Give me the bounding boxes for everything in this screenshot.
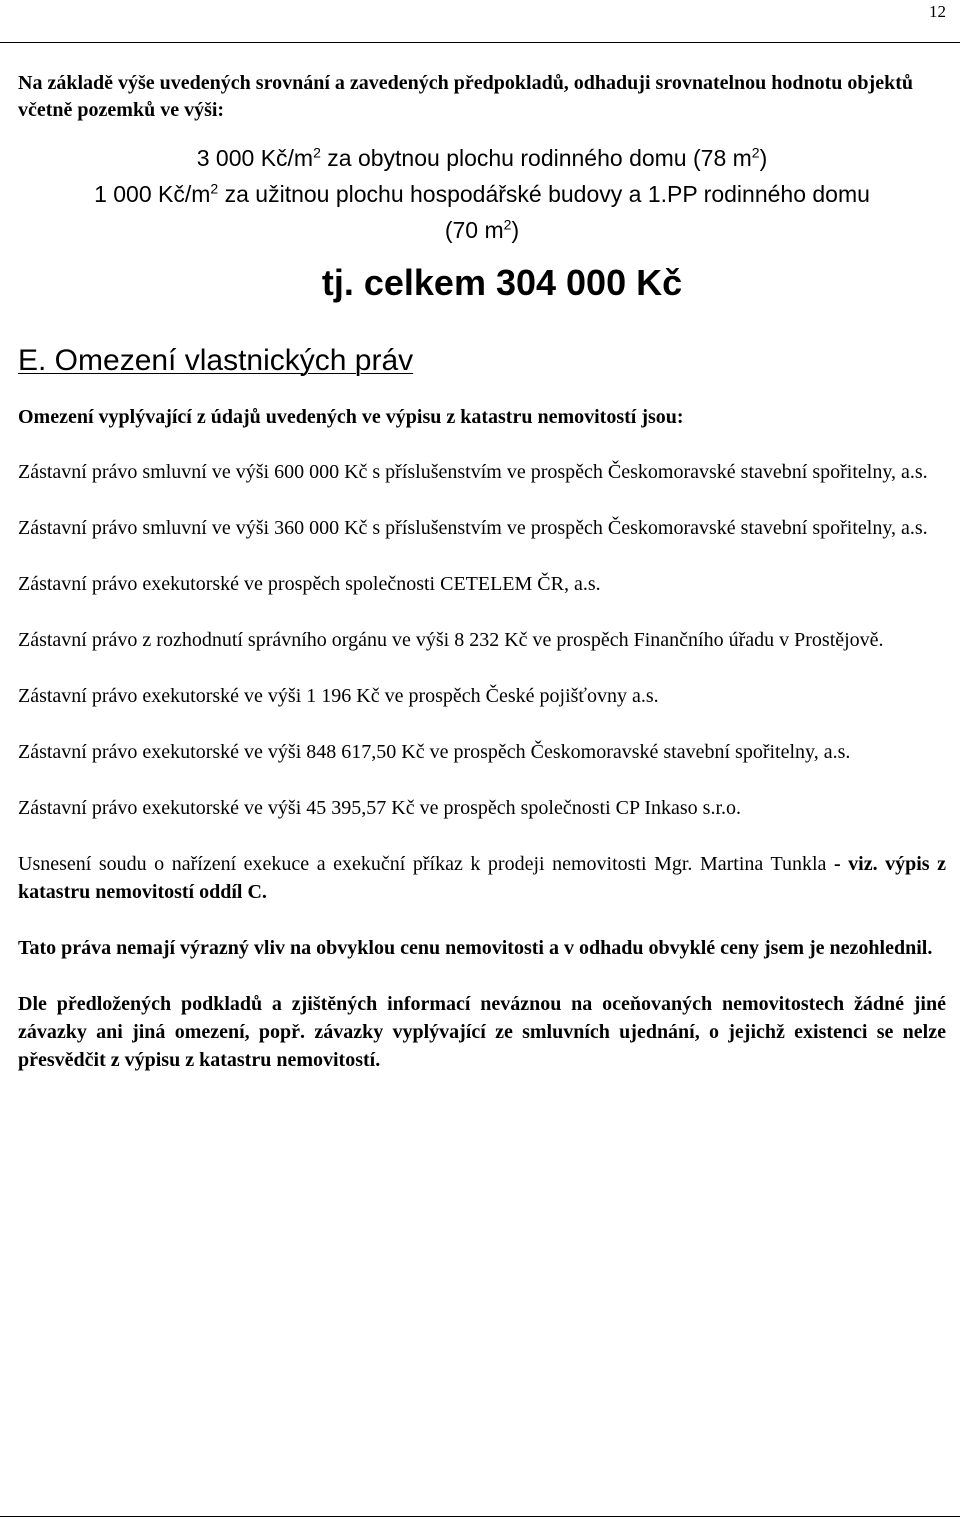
note-paragraph: Tato práva nemají výrazný vliv na obvyklou cenu nemovitosti a v odhadu obvyklé ceny jsem je nezohlednil. — [18, 937, 933, 959]
section-subheading: Omezení vyplývající z údajů uvedených ve výpisu z katastru nemovitostí jsou: — [18, 406, 684, 428]
value-line-utility-area-size: (70 $m^2$) — [444, 216, 520, 243]
value-line-utility-area: 1 000 $Kč/m^2$ za užitnou plochu hospodářské budovy a 1.PP rodinného domu — [94, 180, 870, 207]
restriction-item: Zástavní právo z rozhodnutí správního orgánu ve výši 8 232 Kč ve prospěch Finančního úřadu v Prostějově. — [18, 629, 884, 651]
restriction-item: Zástavní právo exekutorské ve výši 1 196 Kč ve prospěch České pojišťovny a.s. — [18, 685, 659, 707]
restriction-item: Zástavní právo smluvní ve výši 600 000 Kč s příslušenstvím ve prospěch Českomoravské stavební spořitelny, a.s. — [18, 461, 928, 483]
footer-rule — [0, 1516, 960, 1517]
page-number: 12 — [929, 2, 946, 21]
restriction-list — [18, 458, 946, 906]
value-line-living-area: 3 000 $Kč/m^2$ za obytnou plochu rodinného domu (78 $m^2$) — [196, 144, 768, 171]
note-paragraph: Dle předložených podkladů a zjištěných informací neváznou na oceňovaných nemovitostech žádné jiné závazky ani jiná omezení, popř. závazky vyplývající ze smluvních ujednání, o jejichž existenci se nelze přesvědčit z výpisu z katastru nemovitostí. — [18, 993, 946, 1071]
restriction-item: Zástavní právo exekutorské ve výši 848 617,50 Kč ve prospěch Českomoravské stavební spořitelny, a.s. — [18, 741, 851, 763]
valuation-lines — [18, 143, 946, 245]
restriction-item: Zástavní právo exekutorské ve prospěch společnosti CETELEM ČR, a.s. — [18, 573, 601, 595]
header-rule — [0, 42, 960, 43]
section-heading: E. Omezení vlastnických práv — [18, 344, 414, 377]
page-content — [18, 70, 946, 1102]
restriction-item: Zástavní právo exekutorské ve výši 45 395,57 Kč ve prospěch společnosti CP Inkaso s.r.o. — [18, 797, 742, 819]
notes — [18, 934, 946, 1074]
valuation-intro: Na základě výše uvedených srovnání a zavedených předpokladů, odhaduji srovnatelnou hodnotu objektů včetně pozemků ve výši: — [18, 72, 913, 121]
restriction-item: Zástavní právo smluvní ve výši 360 000 Kč s příslušenstvím ve prospěch Českomoravské stavební spořitelny, a.s. — [18, 517, 928, 539]
valuation-total: tj. celkem 304 000 Kč — [321, 262, 683, 303]
resolution-item: Usnesení soudu o nařízení exekuce a exekuční příkaz k prodeji nemovitosti Mgr. Martina Tunkla - viz. výpis z katastru nemovitostí oddíl C. — [18, 853, 946, 903]
